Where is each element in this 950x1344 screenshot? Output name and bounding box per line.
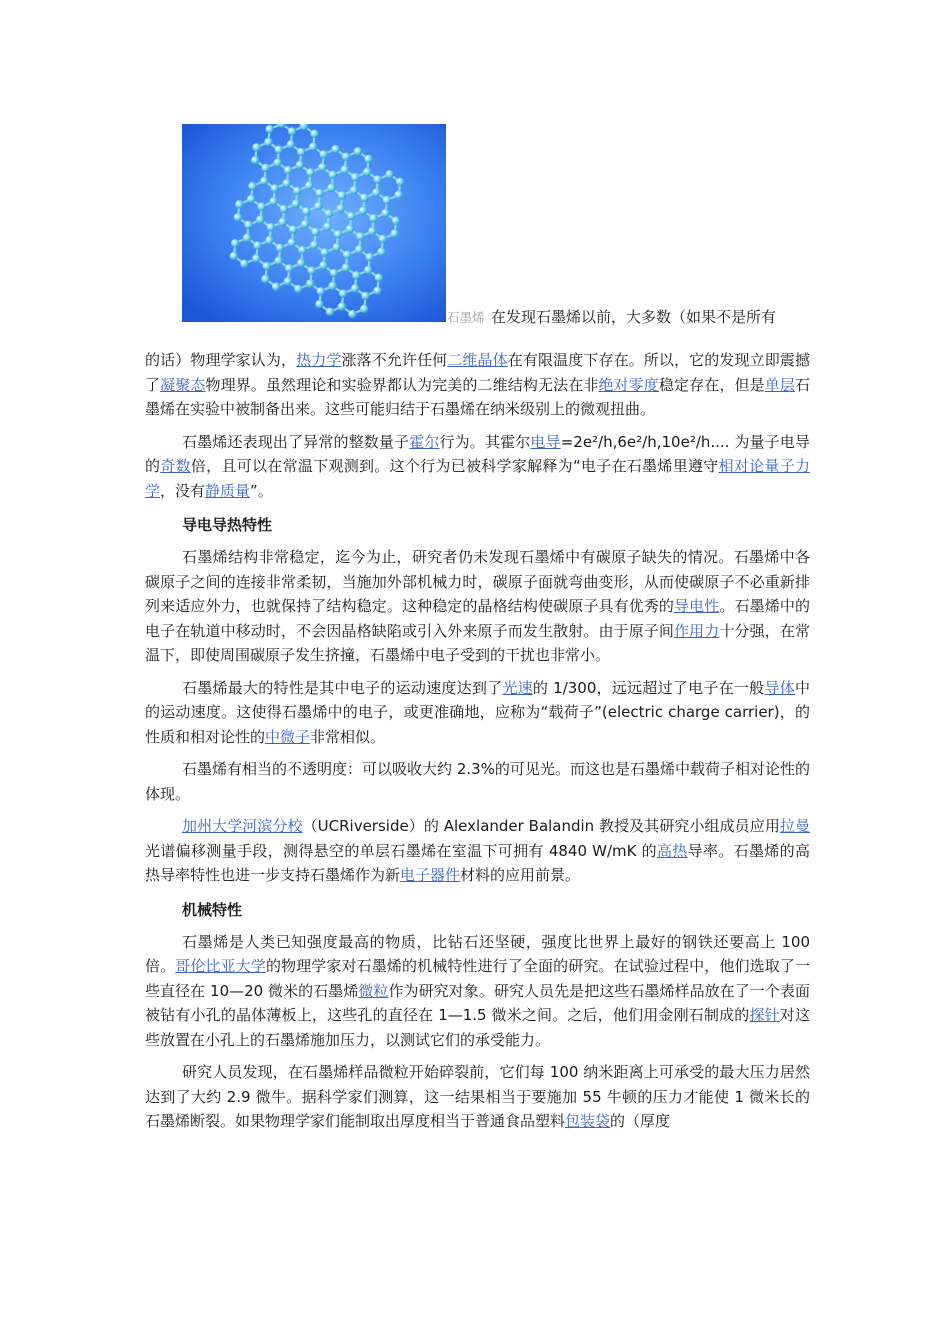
- link-columbia[interactable]: 哥伦比亚大学: [175, 957, 266, 975]
- text: 行为。其霍尔: [439, 432, 531, 451]
- lattice-atom: [343, 251, 351, 259]
- graphene-lattice-image: [182, 124, 446, 322]
- paragraph-pressure: [145, 1060, 810, 1134]
- lattice-atom: [296, 161, 304, 169]
- paragraph-thermal: [145, 814, 810, 888]
- link-raman[interactable]: 拉曼: [779, 817, 810, 835]
- lattice-atom: [381, 209, 389, 217]
- lattice-atom: [284, 166, 292, 174]
- lattice-atom: [368, 227, 376, 235]
- text: 的（厚度: [610, 1112, 671, 1130]
- lattice-atom: [248, 182, 256, 190]
- link-conductance[interactable]: 电导: [530, 432, 561, 451]
- lattice-atom: [267, 223, 275, 231]
- lattice-atom: [288, 238, 296, 246]
- link-thermodynamics[interactable]: 热力学: [296, 351, 342, 369]
- link-particle[interactable]: 微粒: [358, 981, 389, 1000]
- text: 光谱偏移测量手段，测得悬空的单层石墨烯在室温下可拥有 4840 W/mK 的: [145, 841, 657, 860]
- lattice-atom: [261, 275, 269, 283]
- lattice-atom: [350, 186, 358, 194]
- lattice-atom: [265, 236, 273, 244]
- lattice-atom: [327, 184, 335, 192]
- paragraph-electron-speed: [145, 676, 810, 750]
- lattice-atom: [317, 287, 325, 295]
- lattice-atom: [396, 178, 404, 186]
- text: 对这些放置在小孔上的石墨烯施加压力，以测试它们的承受能力。: [145, 1006, 810, 1049]
- link-packaging-bag[interactable]: 包装袋: [565, 1112, 611, 1130]
- lattice-atom: [262, 164, 270, 172]
- lattice-atom: [331, 145, 339, 153]
- text: 物理界。虽然理论和实验界都认为完美的二维结构无法在非: [205, 375, 599, 394]
- text: 作为研究对象。研究人员先是把这些石墨烯样品放在了一个表面被钻有小孔的晶体薄板上，这些孔的直径在 1—1.5 微米之间。之后，他们用金刚石制成的: [145, 981, 810, 1024]
- text: 石墨烯还表现出了异常的整数量子: [182, 432, 410, 451]
- text: 石墨烯有相当的不透明度：可以吸收大约 2.3%的可见光。而这也是石墨烯中载荷子相对论性的体现。: [145, 760, 810, 803]
- text: 倍，且可以在常温下观测到。这个行为已被科学家解释为“电子在石墨烯里遵守: [190, 457, 719, 475]
- lattice-atom: [351, 284, 359, 292]
- text: 十分强，在常温下，即使周围碳原子发生挤撞，石墨烯中电子受到的干扰也非常小。: [145, 621, 810, 664]
- paragraph-hall-effect: [145, 430, 810, 504]
- lattice-atom: [315, 189, 323, 197]
- link-interaction-force[interactable]: 作用力: [674, 621, 720, 640]
- lattice-atom: [288, 127, 296, 135]
- lattice-atom: [364, 155, 372, 163]
- text: 石墨烯是人类已知强度最高的物质，比钻石还坚硬，强度比世界上最好的钢铁还要高上 100 倍。: [145, 932, 810, 975]
- lattice-atom: [321, 248, 329, 256]
- lattice-atom: [383, 196, 391, 204]
- lattice-atom: [272, 282, 280, 290]
- lattice-atom: [283, 179, 291, 187]
- text: 稳定存在，但是: [658, 375, 765, 394]
- lattice-atom: [356, 232, 364, 240]
- lattice-atom: [385, 170, 393, 178]
- lattice-atom: [325, 209, 333, 217]
- lattice-atom: [354, 147, 362, 155]
- text: 在有限温度下存在。所以，它的发现立即震撼了: [145, 351, 810, 394]
- text: 的物理学家对石墨烯的机械特性进行了全面的研究。在试验过程中，他们选取了一些直径在 10—20 微米的石墨烯: [145, 957, 810, 1000]
- lattice-atom: [314, 202, 322, 210]
- lattice-atom: [337, 204, 345, 212]
- lattice-atom: [391, 229, 399, 237]
- lattice-atom: [347, 212, 355, 220]
- lattice-atom: [319, 261, 327, 269]
- lattice-atom: [253, 241, 261, 249]
- lattice-atom: [351, 173, 359, 181]
- lattice-atom: [338, 302, 346, 310]
- lattice-atom: [375, 274, 383, 282]
- lattice-atom: [306, 279, 314, 287]
- lattice-atom: [372, 188, 380, 196]
- lattice-atom: [244, 221, 252, 229]
- link-probe[interactable]: 探针: [749, 1006, 780, 1024]
- lattice-atom: [271, 184, 279, 192]
- text: 石墨烯在实验中被制备出来。这些可能归结于石墨烯在纳米级别上的微观扭曲。: [145, 375, 810, 418]
- intro-first-line: 在发现石墨烯以前，大多数（如果不是所有: [491, 308, 777, 326]
- link-condensed-matter[interactable]: 凝聚态: [160, 375, 206, 394]
- lattice-atom: [257, 203, 265, 211]
- lattice-atom: [329, 171, 337, 179]
- text: 的 1/300，远远超过了电子在一般: [532, 678, 765, 697]
- section-heading-mechanical: 机械特性: [182, 900, 243, 919]
- lattice-atom: [369, 214, 377, 222]
- text: 的话）物理学家认为，: [145, 351, 297, 369]
- text: 。石墨烯中的电子在轨道中移动时，不会因晶格缺陷或引入外来原子而发生散射。由于原子间: [145, 597, 810, 640]
- section-heading-conductivity: 导电导热特性: [182, 516, 273, 534]
- lattice-atom: [275, 145, 283, 153]
- lattice-atom: [330, 269, 338, 277]
- text: 石墨烯最大的特性是其中电子的运动速度达到了: [182, 678, 503, 697]
- lattice-atom: [311, 228, 319, 236]
- lattice-atom: [392, 216, 400, 224]
- lattice-atom: [360, 194, 368, 202]
- lattice-atom: [284, 277, 292, 285]
- lattice-atom: [231, 239, 239, 247]
- link-absolute-zero[interactable]: 绝对零度: [598, 375, 659, 394]
- link-relativistic-qm[interactable]: 相对论量子力学: [145, 457, 810, 500]
- lattice-atom: [342, 264, 350, 272]
- text: 导率。石墨烯的高热导率特性也进一步支持石墨烯作为新: [145, 841, 810, 884]
- lattice-atom: [323, 222, 331, 230]
- link-conductor[interactable]: 导体: [764, 678, 795, 697]
- lattice-atom: [263, 262, 271, 270]
- text: 涨落不允许任何: [341, 351, 448, 369]
- text: 石墨烯结构非常稳定，迄今为止，研究者仍未发现石墨烯中有碳原子缺失的情况。石墨烯中各碳原子之间的连接非常柔韧，当施加外部机械力时，碳原子面就弯曲变形，从而使碳原子不必重新排列来适应外力，也就保持了结构稳定。这种稳定的晶格结构使碳原子具有优秀的: [145, 548, 810, 615]
- lattice-atom: [315, 300, 323, 308]
- lattice-atom: [280, 205, 288, 213]
- lattice-atom: [293, 187, 301, 195]
- lattice-atom: [346, 225, 354, 233]
- lattice-atom: [339, 289, 347, 297]
- paragraph-opacity: [145, 757, 810, 806]
- lattice-atom: [318, 163, 326, 171]
- paragraph-strength: [145, 930, 810, 1053]
- lattice-atom: [285, 264, 293, 272]
- lattice-atom: [309, 143, 317, 151]
- text: 中的运动速度。这使得石墨烯中的电子，或更准确地，应称为“载荷子”(electric charge carrier)，的性质和相对论性的: [145, 678, 810, 746]
- link-speed-of-light[interactable]: 光速: [502, 678, 533, 697]
- figure-row: [145, 124, 810, 326]
- lattice-atom: [342, 152, 350, 160]
- text: ”。: [250, 481, 273, 500]
- text: 非常相似。: [310, 727, 386, 746]
- lattice-atom: [297, 148, 305, 156]
- lattice-atom: [276, 244, 284, 252]
- lattice-atom: [289, 225, 297, 233]
- link-neutrino[interactable]: 中微子: [265, 727, 311, 746]
- lattice-atom: [352, 271, 360, 279]
- lattice-atom: [279, 218, 287, 226]
- link-hall[interactable]: 霍尔: [409, 432, 440, 451]
- lattice-atom: [379, 235, 387, 243]
- lattice-atom: [269, 197, 277, 205]
- text: =2e²/h,6e²/h,10e²/h.... 为量子电导的: [145, 432, 810, 475]
- lattice-atom: [230, 252, 238, 260]
- lattice-atom: [235, 200, 243, 208]
- lattice-atom: [264, 138, 272, 146]
- lattice-atom: [266, 125, 274, 133]
- lattice-atom: [326, 308, 334, 316]
- lattice-atom: [240, 260, 248, 268]
- link-electronic-devices[interactable]: 电子器件: [400, 866, 461, 884]
- link-2d-crystal[interactable]: 二维晶体: [447, 351, 508, 369]
- graphene-lattice-illustration: [182, 124, 446, 322]
- lattice-atom: [287, 140, 295, 148]
- lattice-atom: [252, 254, 260, 262]
- text: 研究人员发现，在石墨烯样品微粒开始碎裂前，它们每 100 纳米距离上可承受的最大压力居然达到了大约 2.9 微牛。据科学家们测算，这一结果相当于要施加 55 牛顿的压力才能使 1 微米长的石墨烯断裂。如果物理学家们能制取出厚度相当于普通食品塑料: [145, 1063, 810, 1130]
- lattice-atom: [301, 220, 309, 228]
- paragraph-structure: [145, 545, 810, 668]
- text: 材料的应用前景。: [460, 866, 581, 884]
- lattice-atom: [234, 213, 242, 221]
- lattice-atom: [251, 156, 259, 164]
- image-caption: 石墨烯: [447, 310, 485, 325]
- lattice-atom: [305, 181, 313, 189]
- lattice-atom: [260, 177, 268, 185]
- lattice-atom: [363, 168, 371, 176]
- lattice-atom: [377, 248, 385, 256]
- link-monolayer[interactable]: 单层: [764, 375, 795, 394]
- link-high-thermal[interactable]: 高热: [656, 841, 688, 860]
- lattice-atom: [373, 286, 381, 294]
- lattice-atom: [341, 165, 349, 173]
- lattice-atom: [297, 259, 305, 267]
- lattice-atom: [359, 207, 367, 215]
- lattice-atom: [302, 207, 310, 215]
- lattice-atom: [320, 150, 328, 158]
- lattice-atom: [310, 130, 318, 138]
- lattice-atom: [333, 243, 341, 251]
- lattice-atom: [298, 246, 306, 254]
- link-odd-number[interactable]: 奇数: [160, 457, 191, 475]
- lattice-atom: [292, 200, 300, 208]
- lattice-atom: [247, 195, 255, 203]
- lattice-atom: [306, 168, 314, 176]
- lattice-atom: [348, 310, 356, 318]
- lattice-atom: [395, 191, 403, 199]
- lattice-atom: [338, 191, 346, 199]
- text: ，没有: [160, 481, 206, 500]
- lattice-atom: [273, 158, 281, 166]
- lattice-atom: [365, 253, 373, 261]
- link-rest-mass[interactable]: 静质量: [205, 481, 251, 500]
- lattice-atom: [294, 285, 302, 293]
- paragraph-intro: [145, 348, 810, 422]
- lattice-atom: [328, 282, 336, 290]
- link-conductivity[interactable]: 导电性: [674, 597, 720, 615]
- lattice-atom: [275, 257, 283, 265]
- lattice-atom: [355, 245, 363, 253]
- lattice-atom: [243, 234, 251, 242]
- lattice-atom: [364, 266, 372, 274]
- lattice-atom: [361, 292, 369, 300]
- lattice-atom: [307, 267, 315, 275]
- text: （UCRiverside）的 Alexlander Balandin 教授及其研究小组成员应用: [302, 817, 780, 835]
- link-uc-riverside[interactable]: 加州大学河滨分校: [182, 817, 303, 835]
- lattice-atom: [360, 305, 368, 313]
- lattice-atom: [310, 241, 318, 249]
- document-page: [145, 124, 810, 1134]
- lattice-atom: [334, 230, 342, 238]
- lattice-atom: [256, 215, 264, 223]
- lattice-atom: [252, 143, 260, 151]
- lattice-atom: [373, 175, 381, 183]
